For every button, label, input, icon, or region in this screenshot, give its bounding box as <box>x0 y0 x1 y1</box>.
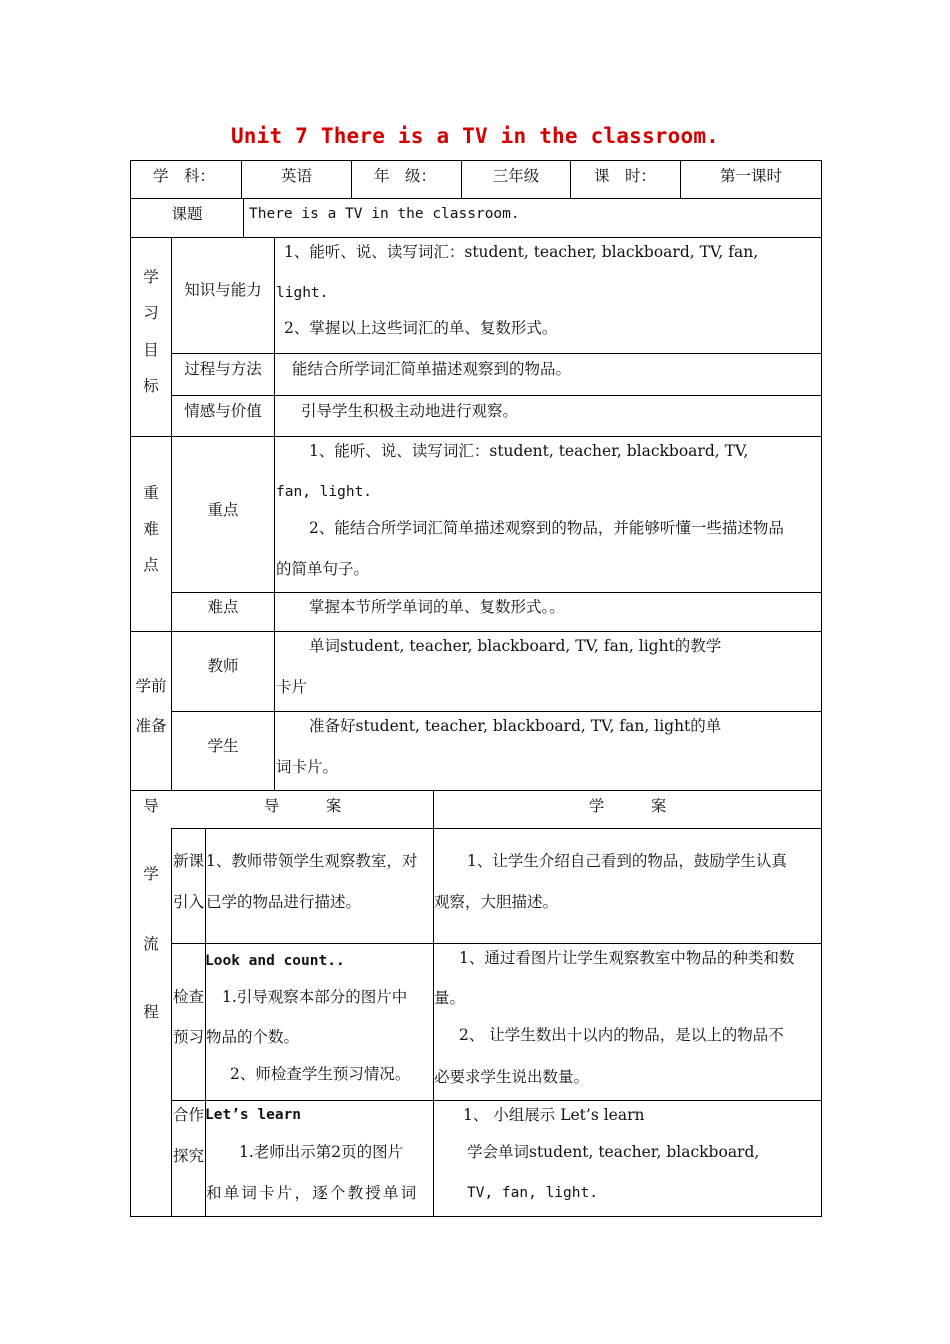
coop-guide-1: Let’s learn <box>205 1107 302 1123</box>
key-text-1: 1、能听、说、读写词汇：student, teacher, blackboard, TV, <box>309 442 749 460</box>
topic-label: 课题 <box>171 205 203 223</box>
key-text-4: 的简单句子。 <box>276 560 370 578</box>
check-guide-3: 物品的个数。 <box>206 1028 300 1046</box>
check-guide-2: 1.引导观察本部分的图片中 <box>222 988 408 1006</box>
student-prep-text-2: 词卡片。 <box>276 758 339 776</box>
study-header: 学 案 <box>588 797 667 815</box>
coop-study-2: 学会单词student, teacher, blackboard, <box>467 1143 760 1161</box>
flow-section-char: 导 <box>143 797 159 815</box>
guide-header: 导 案 <box>263 797 342 815</box>
check-study-2: 量。 <box>434 989 466 1007</box>
prep-section-line: 准备 <box>135 717 167 735</box>
knowledge-text-3: 2、掌握以上这些词汇的单、复数形式。 <box>284 319 558 337</box>
coop-guide-3: 和单词卡片，逐个教授单词 <box>206 1184 419 1202</box>
flow-section-char: 流 <box>143 935 159 953</box>
focus-section-char: 重 <box>143 484 159 502</box>
emotion-text: 引导学生积极主动地进行观察。 <box>301 402 519 420</box>
coop-label: 合作 <box>173 1106 205 1124</box>
check-guide-1: Look and count.. <box>205 953 345 969</box>
goals-section-char: 标 <box>143 377 159 395</box>
grade-label: 年 级： <box>374 167 437 185</box>
period-value: 第一课时 <box>719 167 782 185</box>
teacher-prep-label: 教师 <box>207 657 239 675</box>
student-prep-label: 学生 <box>207 737 239 755</box>
intro-guide-1: 1、教师带领学生观察教室，对 <box>206 852 418 870</box>
grade-value: 三年级 <box>492 167 540 185</box>
goals-section-char: 习 <box>143 304 159 322</box>
intro-label: 引入 <box>173 893 205 911</box>
check-guide-4: 2、师检查学生预习情况。 <box>230 1065 411 1083</box>
knowledge-label: 知识与能力 <box>184 281 262 299</box>
intro-label: 新课 <box>173 852 205 870</box>
subject-label: 学 科： <box>153 167 216 185</box>
coop-study-1: 1、 小组展示 Let’s learn <box>463 1106 645 1124</box>
coop-study-3: TV, fan, light. <box>467 1185 598 1201</box>
goals-section-char: 目 <box>143 341 159 359</box>
subject-value: 英语 <box>280 167 312 185</box>
check-study-1: 1、通过看图片让学生观察教室中物品的种类和数 <box>459 949 795 967</box>
teacher-prep-text-2: 卡片 <box>276 678 308 696</box>
key-label: 重点 <box>207 501 239 519</box>
check-study-4: 必要求学生说出数量。 <box>434 1068 590 1086</box>
flow-section-char: 学 <box>143 865 159 883</box>
flow-section-char: 程 <box>143 1003 159 1021</box>
difficult-label: 难点 <box>207 598 239 616</box>
key-text-3: 2、能结合所学词汇简单描述观察到的物品，并能够听懂一些描述物品 <box>309 519 784 537</box>
goals-section-char: 学 <box>143 268 159 286</box>
check-study-3: 2、 让学生数出十以内的物品，是以上的物品不 <box>459 1026 784 1044</box>
check-label: 检查 <box>173 988 205 1006</box>
coop-label: 探究 <box>173 1147 205 1165</box>
process-label: 过程与方法 <box>184 360 262 378</box>
process-text: 能结合所学词汇简单描述观察到的物品。 <box>292 360 572 378</box>
intro-study-2: 观察，大胆描述。 <box>434 893 559 911</box>
emotion-label: 情感与价值 <box>184 402 262 420</box>
intro-guide-2: 已学的物品进行描述。 <box>206 893 362 911</box>
focus-section-char: 点 <box>143 556 159 574</box>
student-prep-text-1: 准备好student, teacher, blackboard, TV, fan, light的单 <box>309 717 722 735</box>
key-text-2: fan, light. <box>276 484 373 500</box>
intro-study-1: 1、让学生介绍自己看到的物品，鼓励学生认真 <box>467 852 787 870</box>
topic-value: There is a TV in the classroom. <box>249 206 520 222</box>
prep-section-line: 学前 <box>135 677 167 695</box>
difficult-text: 掌握本节所学单词的单、复数形式。。 <box>309 598 565 616</box>
check-label: 预习 <box>173 1028 205 1046</box>
knowledge-text-1: 1、能听、说、读写词汇：student, teacher, blackboard, TV, fan, <box>284 243 759 261</box>
teacher-prep-text-1: 单词student, teacher, blackboard, TV, fan, light的教学 <box>309 637 722 655</box>
page-title: Unit 7 There is a TV in the classroom. <box>230 124 720 148</box>
period-label: 课 时： <box>594 167 657 185</box>
coop-guide-2: 1.老师出示第2页的图片 <box>239 1143 404 1161</box>
focus-section-char: 难 <box>143 520 159 538</box>
knowledge-text-2: light. <box>276 285 329 301</box>
